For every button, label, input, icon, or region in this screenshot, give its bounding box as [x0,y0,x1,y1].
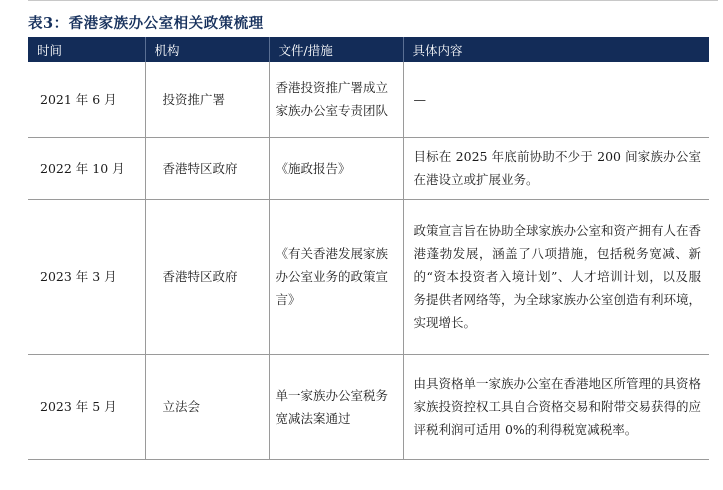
cell-desc: — [403,62,709,137]
cell-org: 投资推广署 [145,62,269,137]
cell-doc: 单一家族办公室税务宽减法案通过 [269,354,403,459]
cell-doc: 《施政报告》 [269,137,403,199]
cell-org: 香港特区政府 [145,199,269,354]
table-header-row [28,37,709,62]
cell-org: 立法会 [145,354,269,459]
cell-doc: 《有关香港发展家族办公室业务的政策宣言》 [269,199,403,354]
cell-time: 2023 年 5 月 [28,354,145,459]
cell-time: 2023 年 3 月 [28,199,145,354]
header-doc: 文件/措施 [269,37,403,62]
top-rule [28,0,718,5]
cell-time: 2021 年 6 月 [28,62,145,137]
cell-desc: 目标在 2025 年底前协助不少于 200 间家族办公室在港设立或扩展业务。 [403,137,709,199]
cell-desc: 政策宣言旨在协助全球家族办公室和资产拥有人在香港蓬勃发展，涵盖了八项措施，包括税务宽减、新的“资本投资者入境计划”、人才培训计划，以及服务提供者网络等，为全球家族办公室创造有利环境，实现增长。 [403,199,709,354]
cell-time: 2022 年 10 月 [28,137,145,199]
header-org: 机构 [145,37,269,62]
policy-table [28,37,709,460]
cell-doc: 香港投资推广署成立家族办公室专责团队 [269,62,403,137]
header-time: 时间 [28,37,145,62]
header-desc: 具体内容 [403,37,709,62]
table-row [28,354,709,459]
table-title: 表3：香港家族办公室相关政策梳理 [28,15,264,32]
table-row [28,199,709,354]
cell-desc: 由具资格单一家族办公室在香港地区所管理的具资格家族投资控权工具自合资格交易和附带交易获得的应评税利润可适用 0%的利得税宽减税率。 [403,354,709,459]
cell-org: 香港特区政府 [145,137,269,199]
table-row [28,62,709,137]
table-row [28,137,709,199]
